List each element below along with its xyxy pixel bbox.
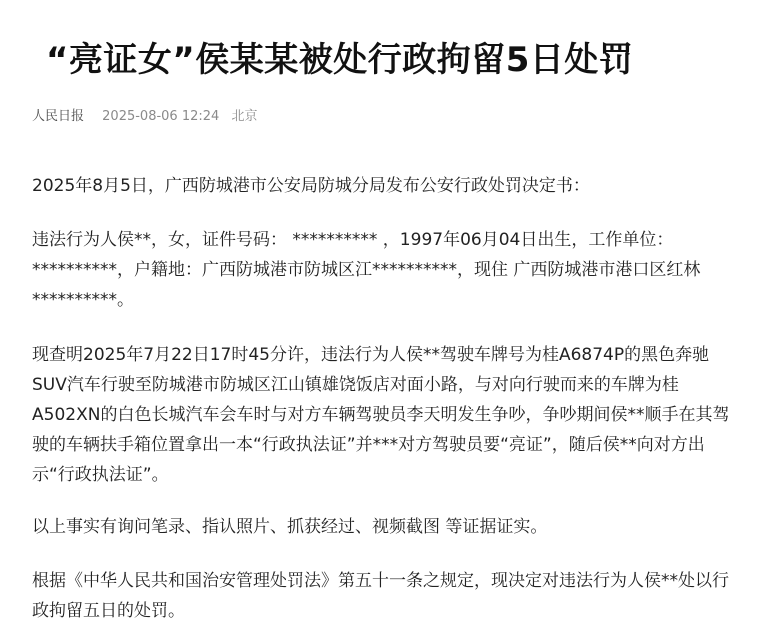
paragraph-decision: 根据《中华人民共和国治安管理处罚法》第五十一条之规定，现决定对违法行为人侯**处以行政拘留五日的处罚。: [32, 571, 729, 621]
paragraph-intro: 2025年8月5日，广西防城港市公安局防城分局发布公安行政处罚决定书：: [32, 176, 590, 196]
article-meta: [32, 106, 257, 128]
publish-location: 北京: [231, 109, 258, 124]
article-title: “亮证女”侯某某被处行政拘留5日处罚: [46, 40, 634, 80]
publish-datetime: 2025-08-06 12:24: [102, 109, 220, 124]
paragraph-evidence: 以上事实有询问笔录、指认照片、抓获经过、视频截图 等证据证实。: [32, 517, 548, 537]
paragraph-offender-info: 违法行为人侯**，女，证件号码： ********** ，1997年06月04日出生，工作单位：**********，户籍地：广西防城港市防城区江**********，现住 广西防城港市港口区红林**********。: [32, 230, 701, 310]
source-name[interactable]: 人民日报: [32, 109, 85, 124]
paragraph-facts: 现查明2025年7月22日17时45分许，违法行为人侯**驾驶车牌号为桂A6874P的黑色奔驰SUV汽车行驶至防城港市防城区江山镇雄饶饭店对面小路，与对向行驶而来的车牌为桂A502XN的白色长城汽车会车时与对方车辆驾驶员李天明发生争吵，争吵期间侯**顺手在其驾驶的车辆扶手箱位置拿出一本“行政执法证”并***对方驾驶员要“亮证”，随后侯**向对方出示“行政执法证”。: [32, 345, 730, 485]
